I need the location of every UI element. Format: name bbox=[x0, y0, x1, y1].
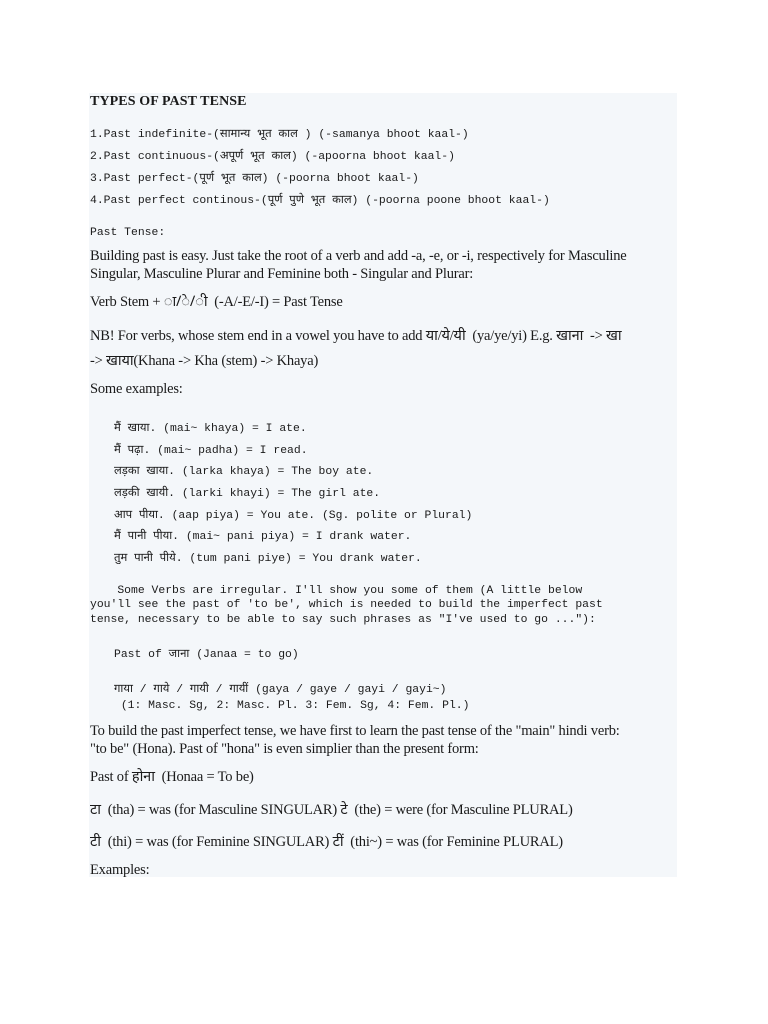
past-of-jana-line: Past of जाना (Janaa = to go) bbox=[114, 649, 299, 661]
past-type-2: 2.Past continuous-(अपूर्ण भूत काल) (-apoorna bhoot kaal-) bbox=[90, 151, 455, 163]
nb-text-line-1: NB! For verbs, whose stem end in a vowel you have to add या/ये/यी (ya/ye/yi) E.g. खाना -> खा bbox=[90, 328, 622, 344]
irregular-text-line-1: Some Verbs are irregular. I'll show you some of them (A little below bbox=[90, 585, 583, 597]
example-line: मैं पढ़ा. (mai~ padha) = I read. bbox=[114, 445, 308, 457]
jana-forms-line: गाया / गाये / गायी / गायीं (gaya / gaye / gayi / gayi~) bbox=[114, 684, 447, 696]
past-tense-heading: Past Tense: bbox=[90, 227, 166, 239]
imperfect-text-line-2: "to be" (Hona). Past of "hona" is even simplier than the present form: bbox=[90, 741, 479, 757]
irregular-text-line-2: you'll see the past of 'to be', which is needed to build the imperfect past bbox=[90, 599, 603, 611]
irregular-text-line-3: tense, necessary to be able to say such phrases as "I've used to go ..."): bbox=[90, 614, 596, 626]
jana-legend-line: (1: Masc. Sg, 2: Masc. Pl. 3: Fem. Sg, 4: Fem. Pl.) bbox=[114, 700, 470, 712]
some-examples-label: Some examples: bbox=[90, 381, 183, 397]
example-line: मैं खाया. (mai~ khaya) = I ate. bbox=[114, 423, 307, 435]
past-type-1: 1.Past indefinite-(सामान्य भूत काल ) (-samanya bhoot kaal-) bbox=[90, 129, 469, 141]
example-line: लड़का खाया. (larka khaya) = The boy ate. bbox=[114, 466, 374, 478]
nb-text-line-2: -> खाया(Khana -> Kha (stem) -> Khaya) bbox=[90, 353, 319, 369]
past-type-4: 4.Past perfect continous-(पूर्ण पुणे भूत काल) (-poorna poone bhoot kaal-) bbox=[90, 195, 550, 207]
document-panel bbox=[89, 93, 677, 877]
building-text-line-1: Building past is easy. Just take the root of a verb and add -a, -e, or -i, respectively for Masculine bbox=[90, 248, 627, 264]
formula-text: Verb Stem + ा/े/ी (-A/-E/-I) = Past Tense bbox=[90, 294, 343, 310]
examples-heading: Examples: bbox=[90, 862, 150, 878]
imperfect-text-line-1: To build the past imperfect tense, we have first to learn the past tense of the "main" hindi verb: bbox=[90, 723, 620, 739]
example-line: लड़की खायी. (larki khayi) = The girl ate. bbox=[114, 488, 381, 500]
example-line: आप पीया. (aap piya) = You ate. (Sg. polite or Plural) bbox=[114, 510, 473, 522]
example-line: तुम पानी पीये. (tum pani piye) = You drank water. bbox=[114, 553, 422, 565]
building-text-line-2: Singular, Masculine Plurar and Feminine both - Singular and Plurar: bbox=[90, 266, 474, 282]
past-of-hona-line: Past of होना (Honaa = To be) bbox=[90, 769, 254, 785]
tha-the-line: टा (tha) = was (for Masculine SINGULAR) टे (the) = were (for Masculine PLURAL) bbox=[90, 802, 573, 818]
past-type-3: 3.Past perfect-(पूर्ण भूत काल) (-poorna bhoot kaal-) bbox=[90, 173, 419, 185]
example-line: मैं पानी पीया. (mai~ pani piya) = I drank water. bbox=[114, 531, 412, 543]
thi-line: टी (thi) = was (for Feminine SINGULAR) टीं (thi~) = was (for Feminine PLURAL) bbox=[90, 834, 563, 850]
page-title: TYPES OF PAST TENSE bbox=[90, 94, 247, 109]
